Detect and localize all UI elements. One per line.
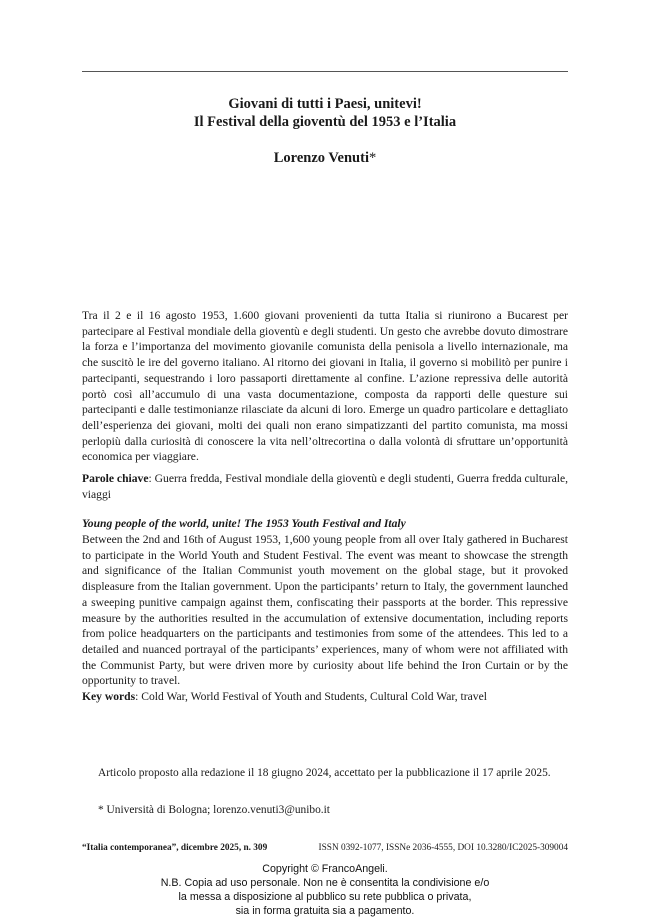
abstract-english: Between the 2nd and 16th of August 1953, 1,600 young people from all over Italy gathered in Bucharest to participate in the World Youth and Student Festival. The event was meant to showcase the strength and significance of the Italian Communist youth movement on the global stage, but it provoked displeasure from the Italian government. Upon the participants’ return to Italy, the government launched a sweeping punitive campaign against them, confiscating their passports at the border. This repressive measure by the authorities resulted in the accumulation of extensive documentation, including reports from police headquarters on the participants and testimonies from some of the attendees. This led to a detailed and nuanced portrayal of the participants’ experiences, many of whom were not affiliated with the Communist Party, but were driven more by curiosity about life behind the Iron Curtain or by the opportunity to travel.: [82, 533, 568, 688]
submission-note: Articolo proposto alla redazione il 18 giugno 2024, accettato per la pubblicazione il 17 aprile 2025.: [98, 767, 551, 779]
copyright-line-1: Copyright © FrancoAngeli.: [262, 863, 388, 875]
keywords-list-english: : Cold War, World Festival of Youth and Students, Cultural Cold War, travel: [135, 690, 487, 703]
author-footnote-mark: *: [368, 150, 377, 166]
copyright-notice: [0, 862, 650, 918]
keywords-label-italian: Parole chiave: [82, 472, 149, 485]
article-title-line2: Il Festival della gioventù del 1953 e l’Italia: [193, 114, 457, 130]
keywords-italian: [82, 471, 568, 502]
author-name: [82, 150, 568, 167]
author-name-text: Lorenzo Venuti: [273, 150, 369, 166]
journal-citation: “Italia contemporanea”, dicembre 2025, n. 309: [82, 843, 268, 853]
copyright-line-4: sia in forma gratuita sia a pagamento.: [235, 905, 415, 917]
header-rule: [82, 71, 568, 72]
journal-footer: [82, 843, 568, 853]
english-title: Young people of the world, unite! The 1953 Youth Festival and Italy: [82, 517, 406, 530]
keywords-list-italian: : Guerra fredda, Festival mondiale della gioventù e degli studenti, Guerra fredda culturale, viaggi: [82, 472, 568, 501]
author-affiliation: * Università di Bologna; lorenzo.venuti3@unibo.it: [98, 804, 330, 816]
copyright-line-3: la messa a disposizione al pubblico su rete pubblica o privata,: [178, 891, 472, 903]
keywords-english: [82, 689, 568, 705]
keywords-label-english: Key words: [82, 690, 136, 703]
copyright-line-2: N.B. Copia ad uso personale. Non ne è consentita la condivisione e/o: [160, 877, 490, 889]
journal-identifiers: ISSN 0392-1077, ISSNe 2036-4555, DOI 10.3280/IC2025-309004: [318, 843, 568, 853]
abstract-italian: Tra il 2 e il 16 agosto 1953, 1.600 giovani provenienti da tutta Italia si riunirono a Bucarest per partecipare al Festival mondiale della gioventù e degli studenti. Un gesto che avrebbe dovuto dimostrare la forza e l’importanza del movimento giovanile comunista della penisola a livello internazionale, ma che suscitò le ire del governo italiano. Al ritorno dei giovani in Italia, il governo si mobilitò per punire i partecipanti, sequestrando i loro passaporti direttamente al confine. L’azione repressiva delle autorità portò così all’accumulo di una vasta documentazione, composta da rapporti delle questure sui partecipanti e dalle testimonianze rilasciate da alcuni di loro. Emerge un quadro particolare e dettagliato dell’esperienza dei giovani, molti dei quali non erano simpatizzanti del partito comunista, ma mossi perlopiù dalla curiosità di conoscere la vita nell’oltrecortina o dalla volontà di sfruttare un’opportunità economica per viaggiare.: [82, 309, 568, 464]
article-title-line1: Giovani di tutti i Paesi, unitevi!: [228, 96, 422, 112]
